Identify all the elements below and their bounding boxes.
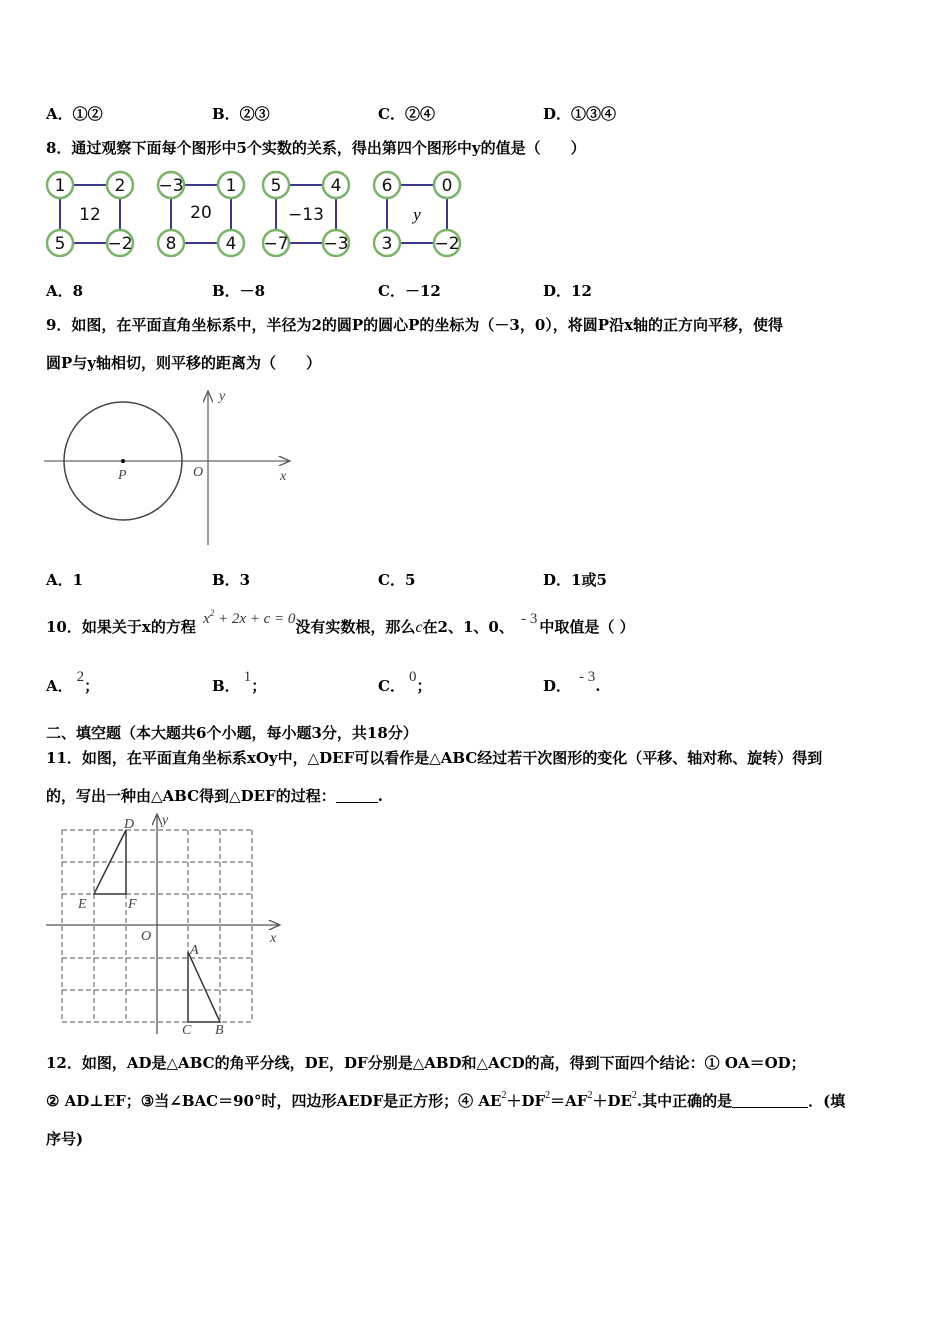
- q11-end: .: [377, 787, 383, 805]
- q12-line3: 序号): [46, 1130, 84, 1148]
- q10-option-c: [378, 669, 432, 696]
- q9-label-y: y: [219, 389, 226, 404]
- q9-option-c: C．5: [378, 571, 416, 589]
- q8-figures: [40, 166, 470, 262]
- q10-equation: [203, 608, 296, 627]
- q10-option-c-value: 0: [408, 669, 417, 685]
- q8-f4-tr: 0: [441, 176, 453, 196]
- q7-option-d: D．①③④: [543, 105, 617, 123]
- q12-line2-d: ＋DE: [592, 1092, 632, 1110]
- q11-line2-text: 的，写出一种由△ABC得到△DEF的过程：: [46, 787, 336, 805]
- q12-sup-4: 2: [631, 1090, 637, 1101]
- q8-f1-center: 12: [79, 205, 101, 225]
- q8-f1-tl: 1: [54, 176, 66, 196]
- q12-sup-2: 2: [545, 1090, 551, 1101]
- q8-f1-br: −2: [107, 234, 133, 254]
- q8-f1-bl: 5: [54, 234, 66, 254]
- q8-figure-1: [47, 172, 133, 256]
- q9-option-b: B．3: [212, 571, 251, 589]
- q8-f4-br: −2: [434, 234, 460, 254]
- q9-option-a: A．1: [46, 571, 84, 589]
- q8-f4-center: y: [413, 205, 421, 224]
- q8-f2-br: 4: [225, 234, 237, 254]
- q12-line1: 12．如图，AD是△ABC的角平分线，DE，DF分别是△ABD和△ACD的高，得到下面四个结论：① OA＝OD；: [46, 1054, 806, 1072]
- q11-label-f: F: [128, 897, 137, 912]
- q8-f2-center: 20: [190, 203, 212, 223]
- q12-sup-1: 2: [501, 1090, 507, 1101]
- q10-option-b-end: ；: [251, 677, 267, 695]
- q12-line2-e: .其中正确的是: [636, 1092, 733, 1110]
- q10-option-b: [212, 669, 267, 696]
- q10-suffix: 中取值是（ ）: [539, 618, 635, 636]
- q8-f3-tr: 4: [330, 176, 342, 196]
- q11-line2: [46, 785, 383, 806]
- q7-option-c: C．②④: [378, 105, 435, 123]
- q11-figure: [44, 812, 284, 1037]
- q10-option-d-value: - 3: [579, 669, 596, 685]
- q10-neg3: - 3: [521, 611, 538, 627]
- q10-option-a-label: A．: [46, 677, 73, 695]
- q10-option-a-end: ；: [84, 677, 100, 695]
- q8-option-d: D．12: [543, 282, 592, 300]
- q12-line2-a: ② AD⊥EF；③当∠BAC＝90°时，四边形AEDF是正方形；④ AE: [46, 1092, 502, 1110]
- q10-option-d: [543, 669, 601, 696]
- q10-option-c-label: C．: [378, 677, 405, 695]
- q11-label-b: B: [215, 1023, 224, 1037]
- q9-label-x: x: [280, 469, 287, 484]
- q10-option-a: [46, 669, 100, 696]
- q8-f2-tr: 1: [225, 176, 237, 196]
- q10-question: [46, 608, 635, 637]
- q8-f1-tr: 2: [114, 176, 126, 196]
- q10-option-b-value: 1: [243, 669, 252, 685]
- q11-label-d: D: [124, 817, 135, 832]
- q10-eq-rest: + 2x + c = 0: [214, 611, 296, 627]
- q9-line2: 圆P与y轴相切，则平移的距离为（ ）: [46, 354, 321, 372]
- q9-line1: 9．如图，在平面直角坐标系中，半径为2的圆P的圆心P的坐标为（－3，0），将圆P沿x轴的正方向平移，使得: [46, 316, 784, 334]
- q10-option-d-end: .: [595, 677, 601, 695]
- q12-line2-f: ．(填: [808, 1092, 846, 1110]
- q11-label-e: E: [78, 897, 87, 912]
- q10-eq-x: x: [203, 611, 210, 627]
- q7-option-a: A．①②: [46, 105, 103, 123]
- q12-answer-blank[interactable]: [732, 1093, 808, 1108]
- q12-line2-b: ＋DF: [506, 1092, 546, 1110]
- q10-mid: 没有实数根，那么: [295, 618, 416, 636]
- q9-label-o: O: [193, 465, 204, 480]
- q8-f4-bl: 3: [381, 234, 393, 254]
- q8-figure-4: [374, 172, 460, 256]
- q11-answer-blank[interactable]: [336, 788, 378, 803]
- q9-figure: [44, 385, 294, 550]
- q8-f3-br: −3: [323, 234, 349, 254]
- q11-label-a: A: [190, 943, 199, 958]
- q8-option-a: A．8: [46, 282, 84, 300]
- q8-f3-tl: 5: [270, 176, 282, 196]
- q11-label-x: x: [270, 931, 277, 946]
- q7-option-b: B．②③: [212, 105, 270, 123]
- q11-label-y: y: [162, 813, 169, 828]
- section-2-title: 二、填空题（本大题共6个小题，每小题3分，共18分）: [46, 724, 418, 742]
- q11-label-o: O: [141, 929, 152, 944]
- q9-label-p: P: [118, 468, 127, 483]
- q8-f2-bl: 8: [165, 234, 177, 254]
- q8-option-c: C．－12: [378, 282, 441, 300]
- q8-option-b: B．－8: [212, 282, 266, 300]
- q11-line1: 11．如图，在平面直角坐标系xOy中，△DEF可以看作是△ABC经过若干次图形的变化（平移、轴对称、旋转）得到: [46, 749, 823, 767]
- q8-figure-2: [158, 172, 244, 256]
- q10-option-d-label: D．: [543, 677, 572, 695]
- q11-label-c: C: [182, 1023, 192, 1037]
- q12-line2: [46, 1090, 845, 1111]
- q8-text: 8．通过观察下面每个图形中5个实数的关系，得出第四个图形中y的值是（ ）: [46, 139, 586, 157]
- q12-line2-c: ＝AF: [550, 1092, 588, 1110]
- q10-eq-exp: 2: [209, 608, 215, 618]
- q8-f2-tl: −3: [158, 176, 184, 196]
- q12-sup-3: 2: [587, 1090, 593, 1101]
- q8-f3-bl: −7: [263, 234, 289, 254]
- q10-option-c-end: ；: [416, 677, 432, 695]
- q9-option-d: D．1或5: [543, 571, 607, 589]
- q10-option-b-label: B．: [212, 677, 240, 695]
- q8-figure-3: [263, 172, 349, 256]
- q11-triangle-abc: [188, 952, 220, 1022]
- q10-mid2: 在2、1、0、: [422, 618, 514, 636]
- q8-f3-center: −13: [288, 205, 324, 225]
- q10-option-a-value: 2: [76, 669, 85, 685]
- q8-f4-tl: 6: [381, 176, 393, 196]
- q10-prefix: 10．如果关于x的方程: [46, 618, 196, 636]
- q10-c: c: [415, 619, 423, 636]
